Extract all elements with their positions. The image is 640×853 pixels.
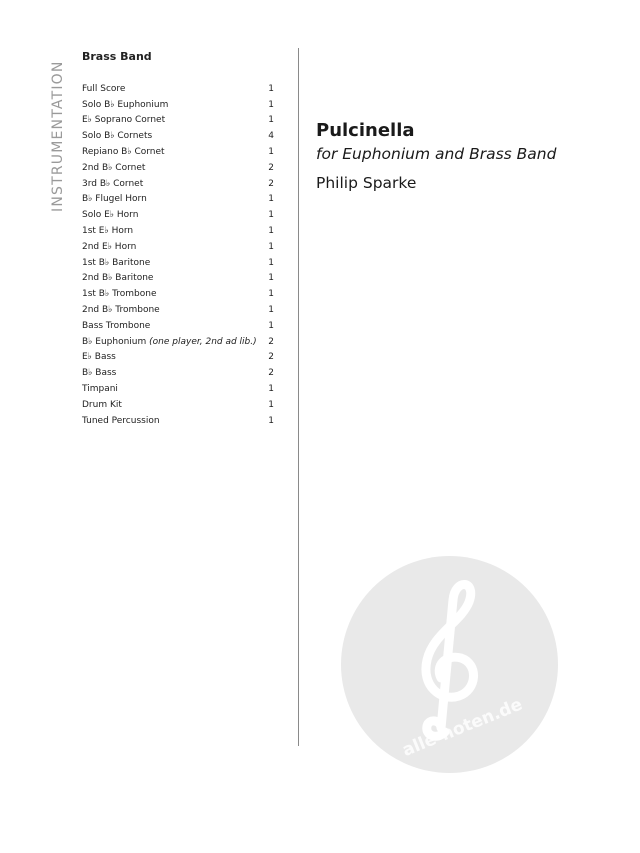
- instrument-quantity: 1: [268, 83, 274, 94]
- instrument-name-text: Tuned Percussion: [82, 415, 160, 426]
- instrument-name: [82, 337, 257, 347]
- instrument-row: [82, 271, 274, 287]
- instrument-row: [82, 207, 274, 223]
- instrument-quantity: 1: [268, 226, 274, 237]
- instrument-name: [82, 416, 160, 426]
- instrument-row: [82, 286, 274, 302]
- instrument-row: [82, 192, 274, 208]
- instrument-name-text: 2nd E♭ Horn: [82, 241, 137, 252]
- instrument-quantity: 2: [268, 178, 274, 189]
- instrument-name: [82, 352, 116, 362]
- instrument-name-text: Drum Kit: [82, 399, 122, 410]
- instrument-name: [82, 100, 168, 110]
- treble-clef-icon: [341, 556, 558, 773]
- instrument-quantity: 1: [268, 194, 274, 205]
- instrument-quantity: 2: [268, 162, 274, 173]
- instrument-name: [82, 147, 165, 157]
- instrument-name: [82, 210, 138, 220]
- instrument-name: [82, 400, 122, 410]
- instrument-quantity: 2: [268, 336, 274, 347]
- watermark-text: alle-noten.de: [399, 694, 526, 761]
- instrument-name-text: Timpani: [82, 384, 118, 395]
- instrument-name: [82, 163, 145, 173]
- instrument-row: [82, 81, 274, 97]
- instrument-row: [82, 381, 274, 397]
- instrument-row: [82, 318, 274, 334]
- instrument-name-text: 1st E♭ Horn: [82, 226, 134, 237]
- instrument-name: [82, 368, 116, 378]
- instrument-name-text: 1st B♭ Baritone: [82, 257, 151, 268]
- instrument-row: [82, 413, 274, 429]
- instrument-name-text: Bass Trombone: [82, 320, 151, 331]
- instrument-name-text: Solo B♭ Cornets: [82, 131, 153, 142]
- instrument-name-text: 2nd B♭ Cornet: [82, 162, 146, 173]
- instrument-name: [82, 242, 136, 252]
- instrument-row: [82, 334, 274, 350]
- instrument-row: [82, 113, 274, 129]
- instrument-name: [82, 258, 150, 268]
- instrument-name-text: B♭ Euphonium: [82, 336, 147, 347]
- instrument-name: [82, 84, 125, 94]
- instrument-row: [82, 144, 274, 160]
- instrument-row: [82, 397, 274, 413]
- instrument-name: [82, 131, 152, 141]
- section-heading: Brass Band: [82, 50, 152, 63]
- watermark-logo: [341, 556, 558, 773]
- instrument-note: (one player, 2nd ad lib.): [149, 336, 257, 347]
- instrument-name: [82, 289, 157, 299]
- instrument-quantity: 1: [268, 147, 274, 158]
- instrument-quantity: 1: [268, 273, 274, 284]
- instrument-quantity: 1: [268, 99, 274, 110]
- instrument-row: [82, 128, 274, 144]
- instrument-name-text: Repiano B♭ Cornet: [82, 147, 165, 158]
- instrument-name-text: 2nd B♭ Baritone: [82, 273, 154, 284]
- instrument-name: [82, 273, 153, 283]
- instrument-name: [82, 194, 147, 204]
- instrument-quantity: 1: [268, 289, 274, 300]
- instrument-quantity: 1: [268, 210, 274, 221]
- instrument-name: [82, 179, 143, 189]
- instrument-name-text: B♭ Flugel Horn: [82, 194, 147, 205]
- instrument-name-text: E♭ Bass: [82, 352, 116, 363]
- instrument-row: [82, 223, 274, 239]
- instrument-name-text: 2nd B♭ Trombone: [82, 305, 160, 316]
- instrument-row: [82, 97, 274, 113]
- instrument-name: [82, 115, 165, 125]
- instrument-quantity: 2: [268, 368, 274, 379]
- instrument-row: [82, 255, 274, 271]
- work-subtitle: for Euphonium and Brass Band: [316, 145, 557, 163]
- instrument-name-text: Solo E♭ Horn: [82, 210, 139, 221]
- instrument-row: [82, 302, 274, 318]
- instrument-name-text: Full Score: [82, 83, 126, 94]
- instrument-name-text: 3rd B♭ Cornet: [82, 178, 144, 189]
- instrument-name: [82, 305, 160, 315]
- vertical-divider: [298, 48, 299, 746]
- instrument-quantity: 1: [268, 415, 274, 426]
- instrument-row: [82, 365, 274, 381]
- instrument-quantity: 1: [268, 241, 274, 252]
- instrument-quantity: 1: [268, 384, 274, 395]
- instrument-name: [82, 226, 133, 236]
- instrument-name-text: B♭ Bass: [82, 368, 117, 379]
- instrument-row: [82, 350, 274, 366]
- instrument-quantity: 2: [268, 352, 274, 363]
- instrument-quantity: 1: [268, 399, 274, 410]
- composer-name: Philip Sparke: [316, 174, 417, 192]
- instrument-quantity: 1: [268, 305, 274, 316]
- instrument-name-text: E♭ Soprano Cornet: [82, 115, 166, 126]
- instrument-name-text: Solo B♭ Euphonium: [82, 99, 169, 110]
- work-title: Pulcinella: [316, 120, 415, 141]
- instrument-quantity: 1: [268, 115, 274, 126]
- instrumentation-list: [82, 81, 274, 429]
- instrument-name: [82, 321, 150, 331]
- instrument-quantity: 1: [268, 320, 274, 331]
- instrument-name: [82, 384, 118, 394]
- instrument-name-text: 1st B♭ Trombone: [82, 289, 157, 300]
- instrument-row: [82, 176, 274, 192]
- instrument-row: [82, 239, 274, 255]
- instrument-quantity: 1: [268, 257, 274, 268]
- instrument-row: [82, 160, 274, 176]
- instrument-quantity: 4: [268, 131, 274, 142]
- instrumentation-vertical-title: INSTRUMENTATION: [50, 60, 66, 212]
